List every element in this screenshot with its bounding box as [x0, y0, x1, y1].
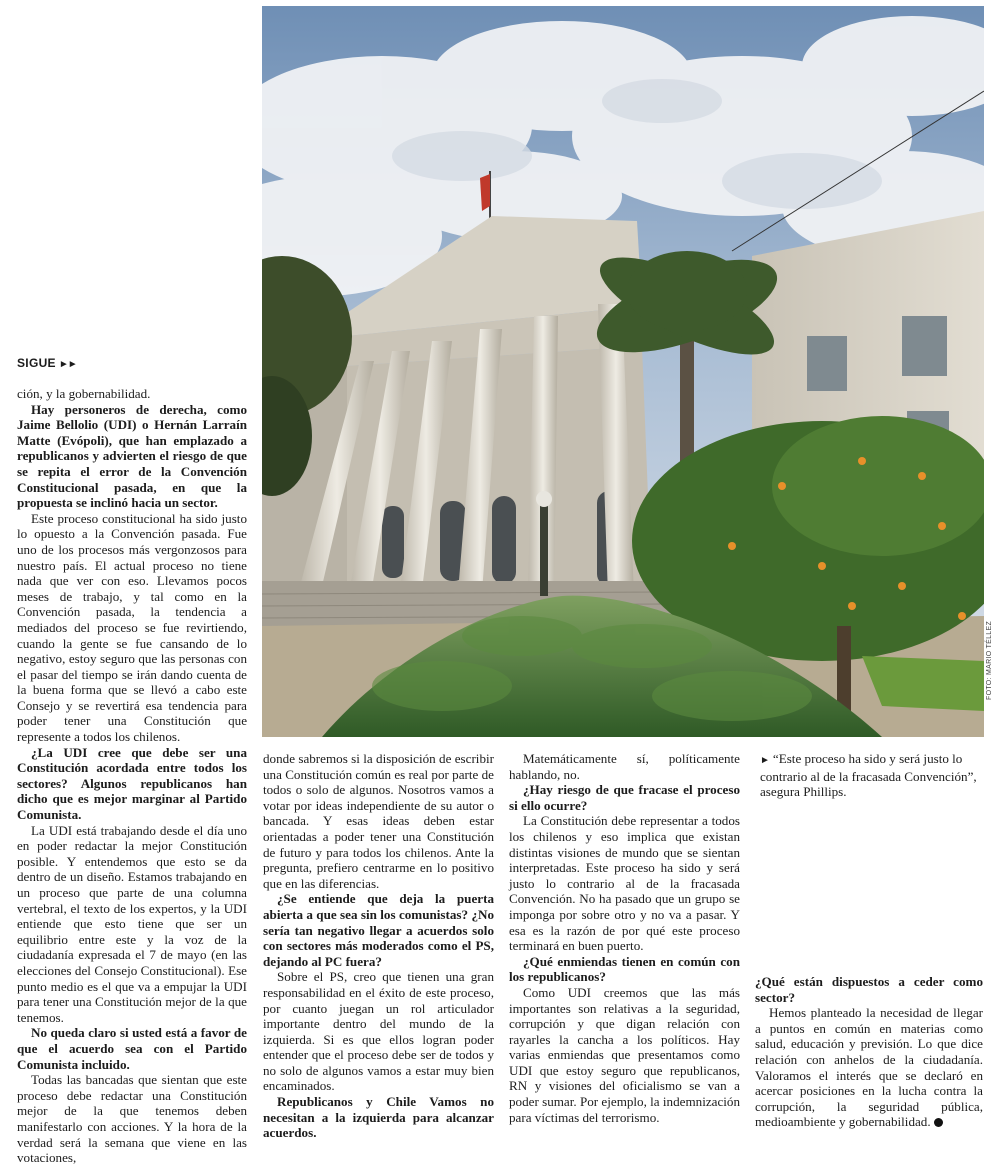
paragraph: Matemáticamente sí, políticamente hablando, no. — [509, 751, 740, 782]
photo-credit: FOTO: MARIO TÉLLEZ — [986, 620, 993, 700]
continues-marker: SIGUE ►► — [17, 356, 77, 370]
article-column-3 — [509, 751, 740, 1125]
interview-question: No queda claro si usted está a favor de que el acuerdo sea con el Partido Comunista incluido. — [17, 1025, 247, 1072]
interview-question: ¿Qué enmiendas tienen en común con los republicanos? — [509, 953, 740, 985]
caption-text: “Este proceso ha sido y será justo lo contrario al de la fracasada Convención”, asegura Phillips. — [760, 751, 977, 800]
interview-question: ¿Hay riesgo de que fracase el proceso si ello ocurre? — [509, 782, 740, 813]
interview-question: Republicanos y Chile Vamos no necesitan a la izquierda para alcanzar acuerdos. — [263, 1094, 494, 1141]
paragraph: Todas las bancadas que sientan que este proceso debe redactar una Constitución mejor de la que tenemos deben manifestarlo con acciones. Y la hora de la verdad será la semana que viene en las votaciones, — [17, 1072, 247, 1166]
article-column-2 — [263, 751, 494, 1141]
interview-question: ¿La UDI cree que debe ser una Constitución acordada entre todos los sectores? Algunos republicanos han dicho que es mejor marginar al Partido Comunista. — [17, 744, 247, 823]
interview-question: ¿Se entiende que deja la puerta abierta a que sea sin los comunistas? ¿No sería tan negativo llegar a acuerdos solo con sectores más moderados como el PS, dejando al PC fuera? — [263, 891, 494, 969]
interview-question: Hay personeros de derecha, como Jaime Bellolio (UDI) o Hernán Larraín Matte (Evópoli), que han emplazado a republicanos y advierten el riesgo de que se repita el error de la Convención Constitucional pasada, en que la propuesta se inclinó hacia un sector. — [17, 401, 247, 511]
paragraph-text: Hemos planteado la necesidad de llegar a puntos en común en materias como salud, educación y previsión. Lo que dice relación con anhelos de la ciudadanía. Valoramos el interés que se declaró en acercar posiciones en la lucha contra la corrupción, la seguridad pública, medioambiente y gobernabilidad. — [755, 1005, 983, 1130]
paragraph: La UDI está trabajando desde el día uno en poder redactar la mejor Constitución posible. Y entendemos que esto se da dentro de un diseño. Estamos trabajando en un proceso que parte de una columna vertebral, el texto de los expertos, y la UDI entiende que esto tiene que ser un equilibrio entre este y la voz de la ciudadanía expresada el 7 de mayo (en las elecciones del Consejo Constitucional). Ese punto medio es el que va a empujar la UDI para tener una Constitución mejor de la que tenemos. — [17, 822, 247, 1025]
congress-building-photo — [262, 6, 984, 737]
caption-arrow-icon: ► — [760, 755, 770, 766]
interview-question: ¿Qué están dispuestos a ceder como sector? — [755, 974, 983, 1005]
article-column-1 — [17, 386, 247, 1166]
paragraph — [755, 1005, 983, 1130]
double-arrow-icon: ►► — [58, 359, 77, 370]
paragraph: ción, y la gobernabilidad. — [17, 386, 151, 401]
paragraph: donde sabremos si la disposición de escribir una Constitución común es real por parte de todos o solo de algunos. Nosotros vamos a votar por ideas independiente de su autor o bancada. Y esas ideas deben estar orientadas a poder tener una Constitución de futuro y para todos los chilenos. Ante la pregunta, prefiero centrarme en lo positivo que en las diferencias. — [263, 751, 494, 891]
paragraph: La Constitución debe representar a todos los chilenos y eso implica que existan distintas visiones de mundo que se sientan interpretadas. Este proceso ha sido y será justo lo contrario al de la fracasada Convención. No ha pasado que un grupo se imponga por sobre otro y no va a pasar. Y esa es la razón de por qué este proceso terminará en buen puerto. — [509, 813, 740, 954]
photo-caption — [760, 751, 982, 800]
article-column-4 — [755, 974, 983, 1130]
paragraph: Este proceso constitucional ha sido justo lo opuesto a la Convención pasada. Fue uno de los procesos más vergonzosos para nuestro país. El actual proceso no tiene nada que ver con eso. Llevamos pocos meses de trabajo, y tal como en la Convención pasada, la tendencia a mediados del proceso se fue revirtiendo, cuando la gente se fue cansando de lo negativo, estoy seguro que las personas con el pasar del tiempo se irán dando cuenta de la buena forma que se llevó a cabo este Consejo y se revertirá esa tendencia para poder tener una Constitución que represente a todos los chilenos. — [17, 510, 247, 745]
end-of-article-icon — [934, 1118, 943, 1127]
paragraph: Como UDI creemos que las más importantes son relativas a la seguridad, corrupción y que digan relación con rayarles la cancha a los políticos. Hay varias enmiendas que presentamos como UDI que estoy seguro que republicanos, RN y visiones del oficialismo se van a poder sumar. Por ejemplo, la indemnización para víctimas del terrorismo. — [509, 984, 740, 1125]
paragraph: Sobre el PS, creo que tienen una gran responsabilidad en el éxito de este proceso, por cuanto juegan un rol articulador importante dentro del mundo de la izquierda. Si es que ellos logran poder entender que el proceso debe ser de todos y no solo de algunos vamos a estar muy bien encaminados. — [263, 969, 494, 1094]
